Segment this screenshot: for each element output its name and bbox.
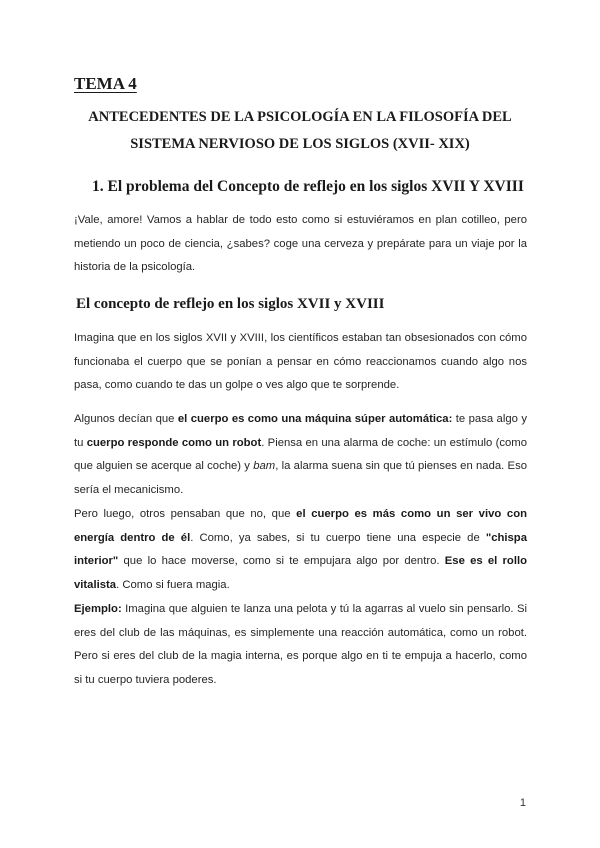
document-title [74, 104, 526, 158]
example-paragraph [74, 598, 527, 692]
paragraph-2-italic: bam [253, 460, 276, 472]
section-heading-1: 1. El problema del Concepto de reflejo en los siglos XVII Y XVIII [92, 178, 524, 195]
paragraph-2-text: , la alarma suena sin que tú pienses en nada. Eso sería el mecanicismo. [74, 460, 528, 496]
paragraph-3-text: . Como, ya sabes, si tu cuerpo tiene una especie de [190, 531, 486, 544]
paragraph-2-bold: el cuerpo es como una máquina súper automática: [177, 413, 453, 425]
example-text: Imagina que alguien te lanza una pelota y tú la agarras al vuelo sin pensarlo. Si eres del club de las máquinas, es simplemente una reacción automática, como un robot. Pero si eres del club de la magia interna, es porque algo en ti te empuja a hacerlo, como si tu cuerpo tuviera poderes. [74, 603, 527, 686]
paragraph-3-text: Pero luego, otros pensaban que no, que [74, 508, 297, 520]
paragraph-2-text: te pasa algo y tu [74, 413, 527, 449]
title-line-2: SISTEMA NERVIOSO DE LOS SIGLOS (XVII- XIX) [130, 136, 470, 152]
paragraph-3 [74, 503, 527, 597]
title-line-1: ANTECEDENTES DE LA PSICOLOGÍA EN LA FILOSOFÍA DEL [88, 109, 512, 125]
intro-paragraph: ¡Vale, amore! Vamos a hablar de todo esto como si estuviéramos en plan cotilleo, pero metiendo un poco de ciencia, ¿sabes? coge una cerveza y prepárate para un viaje por la historia de la psicología. [74, 214, 527, 273]
paragraph-3-text: . Como si fuera magia. [116, 578, 230, 591]
paragraph-3-bold: "chispa interior" [74, 531, 527, 567]
page-number: 1 [519, 797, 526, 809]
paragraph-2-text: . Piensa en una alarma de coche: un estímulo (como que alguien se acerque al coche) y [74, 436, 528, 472]
paragraph-3-bold: el cuerpo es más como un ser vivo con energía dentro de él [74, 508, 527, 544]
paragraph-2-text: Algunos decían que [74, 413, 178, 425]
paragraph-2-bold: cuerpo responde como un robot [86, 436, 262, 449]
topic-label: TEMA 4 [74, 74, 137, 93]
paragraph-3-text: que lo hace moverse, como si te empujara algo por dentro. [118, 555, 445, 567]
paragraph-3-bold: Ese es el rollo vitalista [74, 555, 527, 591]
example-label: Ejemplo: [74, 603, 122, 615]
paragraph-2 [74, 408, 527, 502]
subsection-heading: El concepto de reflejo en los siglos XVII y XVIII [76, 296, 385, 312]
paragraph-1: Imagina que en los siglos XVII y XVIII, los científicos estaban tan obsesionados con cómo funcionaba el cuerpo que se ponían a pensar en cómo reaccionamos cuando algo nos pasa, como cuando te das un golpe o ves algo que te sorprende. [74, 332, 527, 391]
